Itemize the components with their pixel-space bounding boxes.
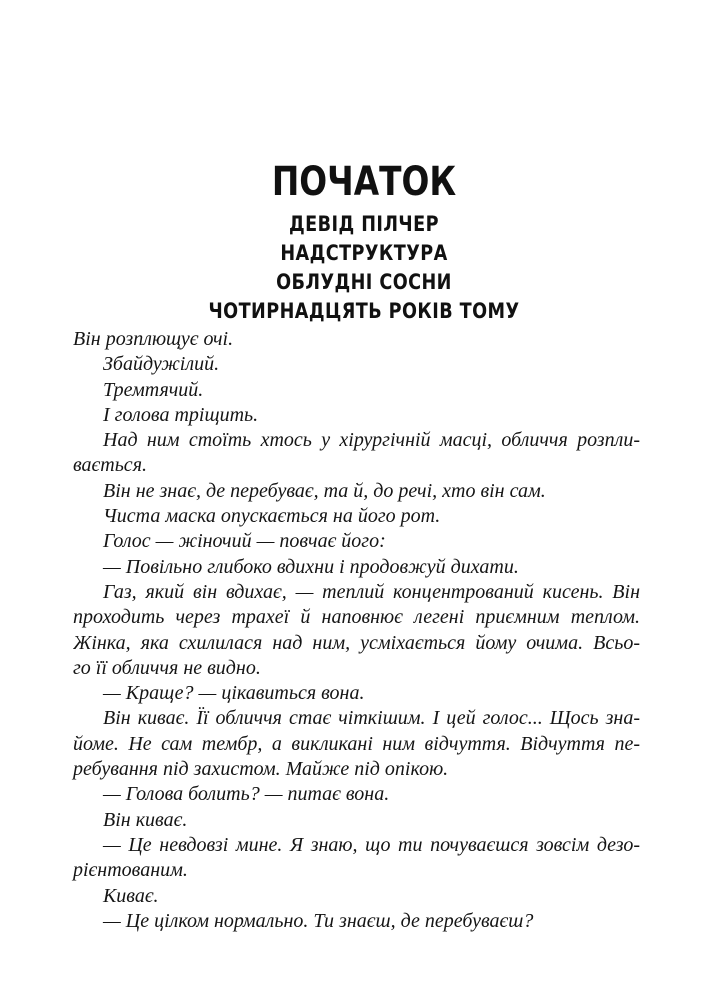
chapter-title: ПОЧАТОК bbox=[271, 159, 457, 205]
text-line: Він киває. Її обличчя стає чіткішим. І цей голос... Щось зна- bbox=[103, 707, 640, 730]
text-line: Газ, який він вдихає, — теплий концентрований кисень. Він bbox=[103, 580, 640, 603]
text-line: Він розплющує очі. bbox=[73, 328, 234, 350]
text-line: — Краще? — цікавиться вона. bbox=[103, 682, 365, 705]
text-line: Чиста маска опускається на його рот. bbox=[103, 505, 441, 528]
text-line: го її обличчя не видно. bbox=[73, 656, 261, 679]
text-line: Киває. bbox=[103, 884, 159, 907]
text-line: йоме. Не сам тембр, а викликані ним відчуття. Відчуття пе- bbox=[73, 732, 640, 755]
text-line: ребування під захистом. Майже під опікою. bbox=[73, 758, 449, 781]
text-line: Голос — жіночий — повчає його: bbox=[103, 530, 386, 553]
text-line: — Це цілком нормально. Ти знаєш, де перебуваєш? bbox=[103, 909, 534, 932]
text-line: Жінка, яка схилилася над ним, усміхається йому очима. Всьо- bbox=[73, 631, 640, 654]
text-line: — Це невдовзі мине. Я знаю, що ти почуваєшся зовсім дезо- bbox=[103, 833, 640, 856]
text-line: — Повільно глибоко вдихни і продовжуй дихати. bbox=[103, 555, 519, 578]
subhead-place: НАДСТРУКТУРА bbox=[280, 241, 448, 265]
text-line: Збайдужілий. bbox=[103, 353, 220, 376]
text-line: І голова тріщить. bbox=[103, 403, 259, 426]
text-line: проходить через трахеї й наповнює легені приємним теплом. bbox=[73, 606, 640, 629]
text-line: вається. bbox=[73, 454, 147, 477]
text-line: рієнтованим. bbox=[73, 859, 188, 882]
chapter-subheads bbox=[0, 210, 728, 326]
text-line: Над ним стоїть хтось у хірургічній масці, обличчя розпли- bbox=[103, 429, 640, 452]
subhead-town: ОБЛУДНІ СОСНИ bbox=[276, 270, 452, 294]
text-line: — Голова болить? — питає вона. bbox=[103, 783, 390, 806]
subhead-character: ДЕВІД ПІЛЧЕР bbox=[289, 212, 439, 236]
text-line: Він не знає, де перебуває, та й, до речі, хто він сам. bbox=[103, 479, 546, 502]
text-line: Тремтячий. bbox=[103, 378, 204, 401]
subhead-time: ЧОТИРНАДЦЯТЬ РОКІВ ТОМУ bbox=[208, 299, 520, 323]
text-line: Він киває. bbox=[103, 808, 188, 831]
chapter-body bbox=[73, 327, 640, 934]
